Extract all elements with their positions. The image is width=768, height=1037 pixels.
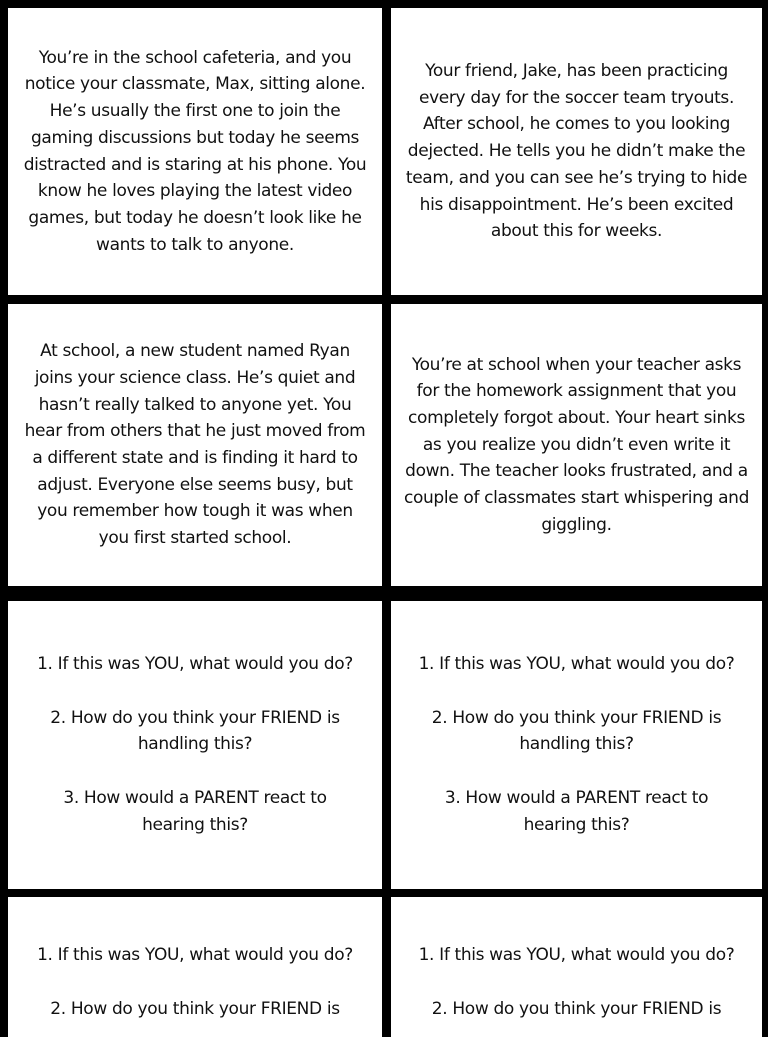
question-you: 1. If this was YOU, what would you do?: [418, 654, 735, 674]
question-list: [413, 897, 740, 1022]
question-list: [30, 601, 360, 839]
question-friend: 2. How do you think your FRIEND is handling this?: [431, 707, 722, 755]
question-card: [391, 601, 762, 889]
question-list: [30, 897, 360, 1022]
question-list: [413, 601, 740, 839]
scenario-card-homework: [391, 304, 762, 586]
question-you: 1. If this was YOU, what would you do?: [37, 945, 353, 965]
scenario-card-ryan: [8, 304, 382, 586]
scenario-text: You’re at school when your teacher asks for the homework assignment that you completely forgot about. Your heart sinks as you realize you didn’t even write it down. The teacher looks frustrated, and a couple of classmates start whispering and giggling.: [403, 354, 750, 535]
question-friend: 2. How do you think your FRIEND is: [431, 998, 722, 1019]
question-you: 1. If this was YOU, what would you do?: [418, 945, 735, 965]
question-you: 1. If this was YOU, what would you do?: [37, 654, 353, 674]
question-friend: 2. How do you think your FRIEND is: [50, 998, 340, 1019]
scenario-text: At school, a new student named Ryan joins your science class. He’s quiet and hasn’t really talked to anyone yet. You hear from others that he just moved from a different state and is finding it hard to adjust. Everyone else seems busy, but you remember how tough it was when you first started school.: [24, 341, 366, 549]
scenario-text: Your friend, Jake, has been practicing every day for the soccer team tryouts. After school, he comes to you looking dejected. He tells you he didn’t make the team, and you can see he’s trying to hide his disappointment. He’s been excited about this for weeks.: [405, 61, 748, 242]
question-card: [8, 897, 382, 1037]
question-parent: 3. How would a PARENT react to hearing this?: [63, 788, 327, 835]
question-card: [391, 897, 762, 1037]
question-friend: 2. How do you think your FRIEND is handling this?: [50, 707, 340, 755]
question-card: [8, 601, 382, 889]
question-parent: 3. How would a PARENT react to hearing this?: [444, 788, 709, 835]
scenario-text: You’re in the school cafeteria, and you notice your classmate, Max, sitting alone. He’s usually the first one to join the gaming discussions but today he seems distracted and is staring at his phone. You know he loves playing the latest video games, but today he doesn’t look like he wants to talk to anyone.: [23, 47, 367, 255]
scenario-card-max: [8, 8, 382, 295]
scenario-card-jake: [391, 8, 762, 295]
